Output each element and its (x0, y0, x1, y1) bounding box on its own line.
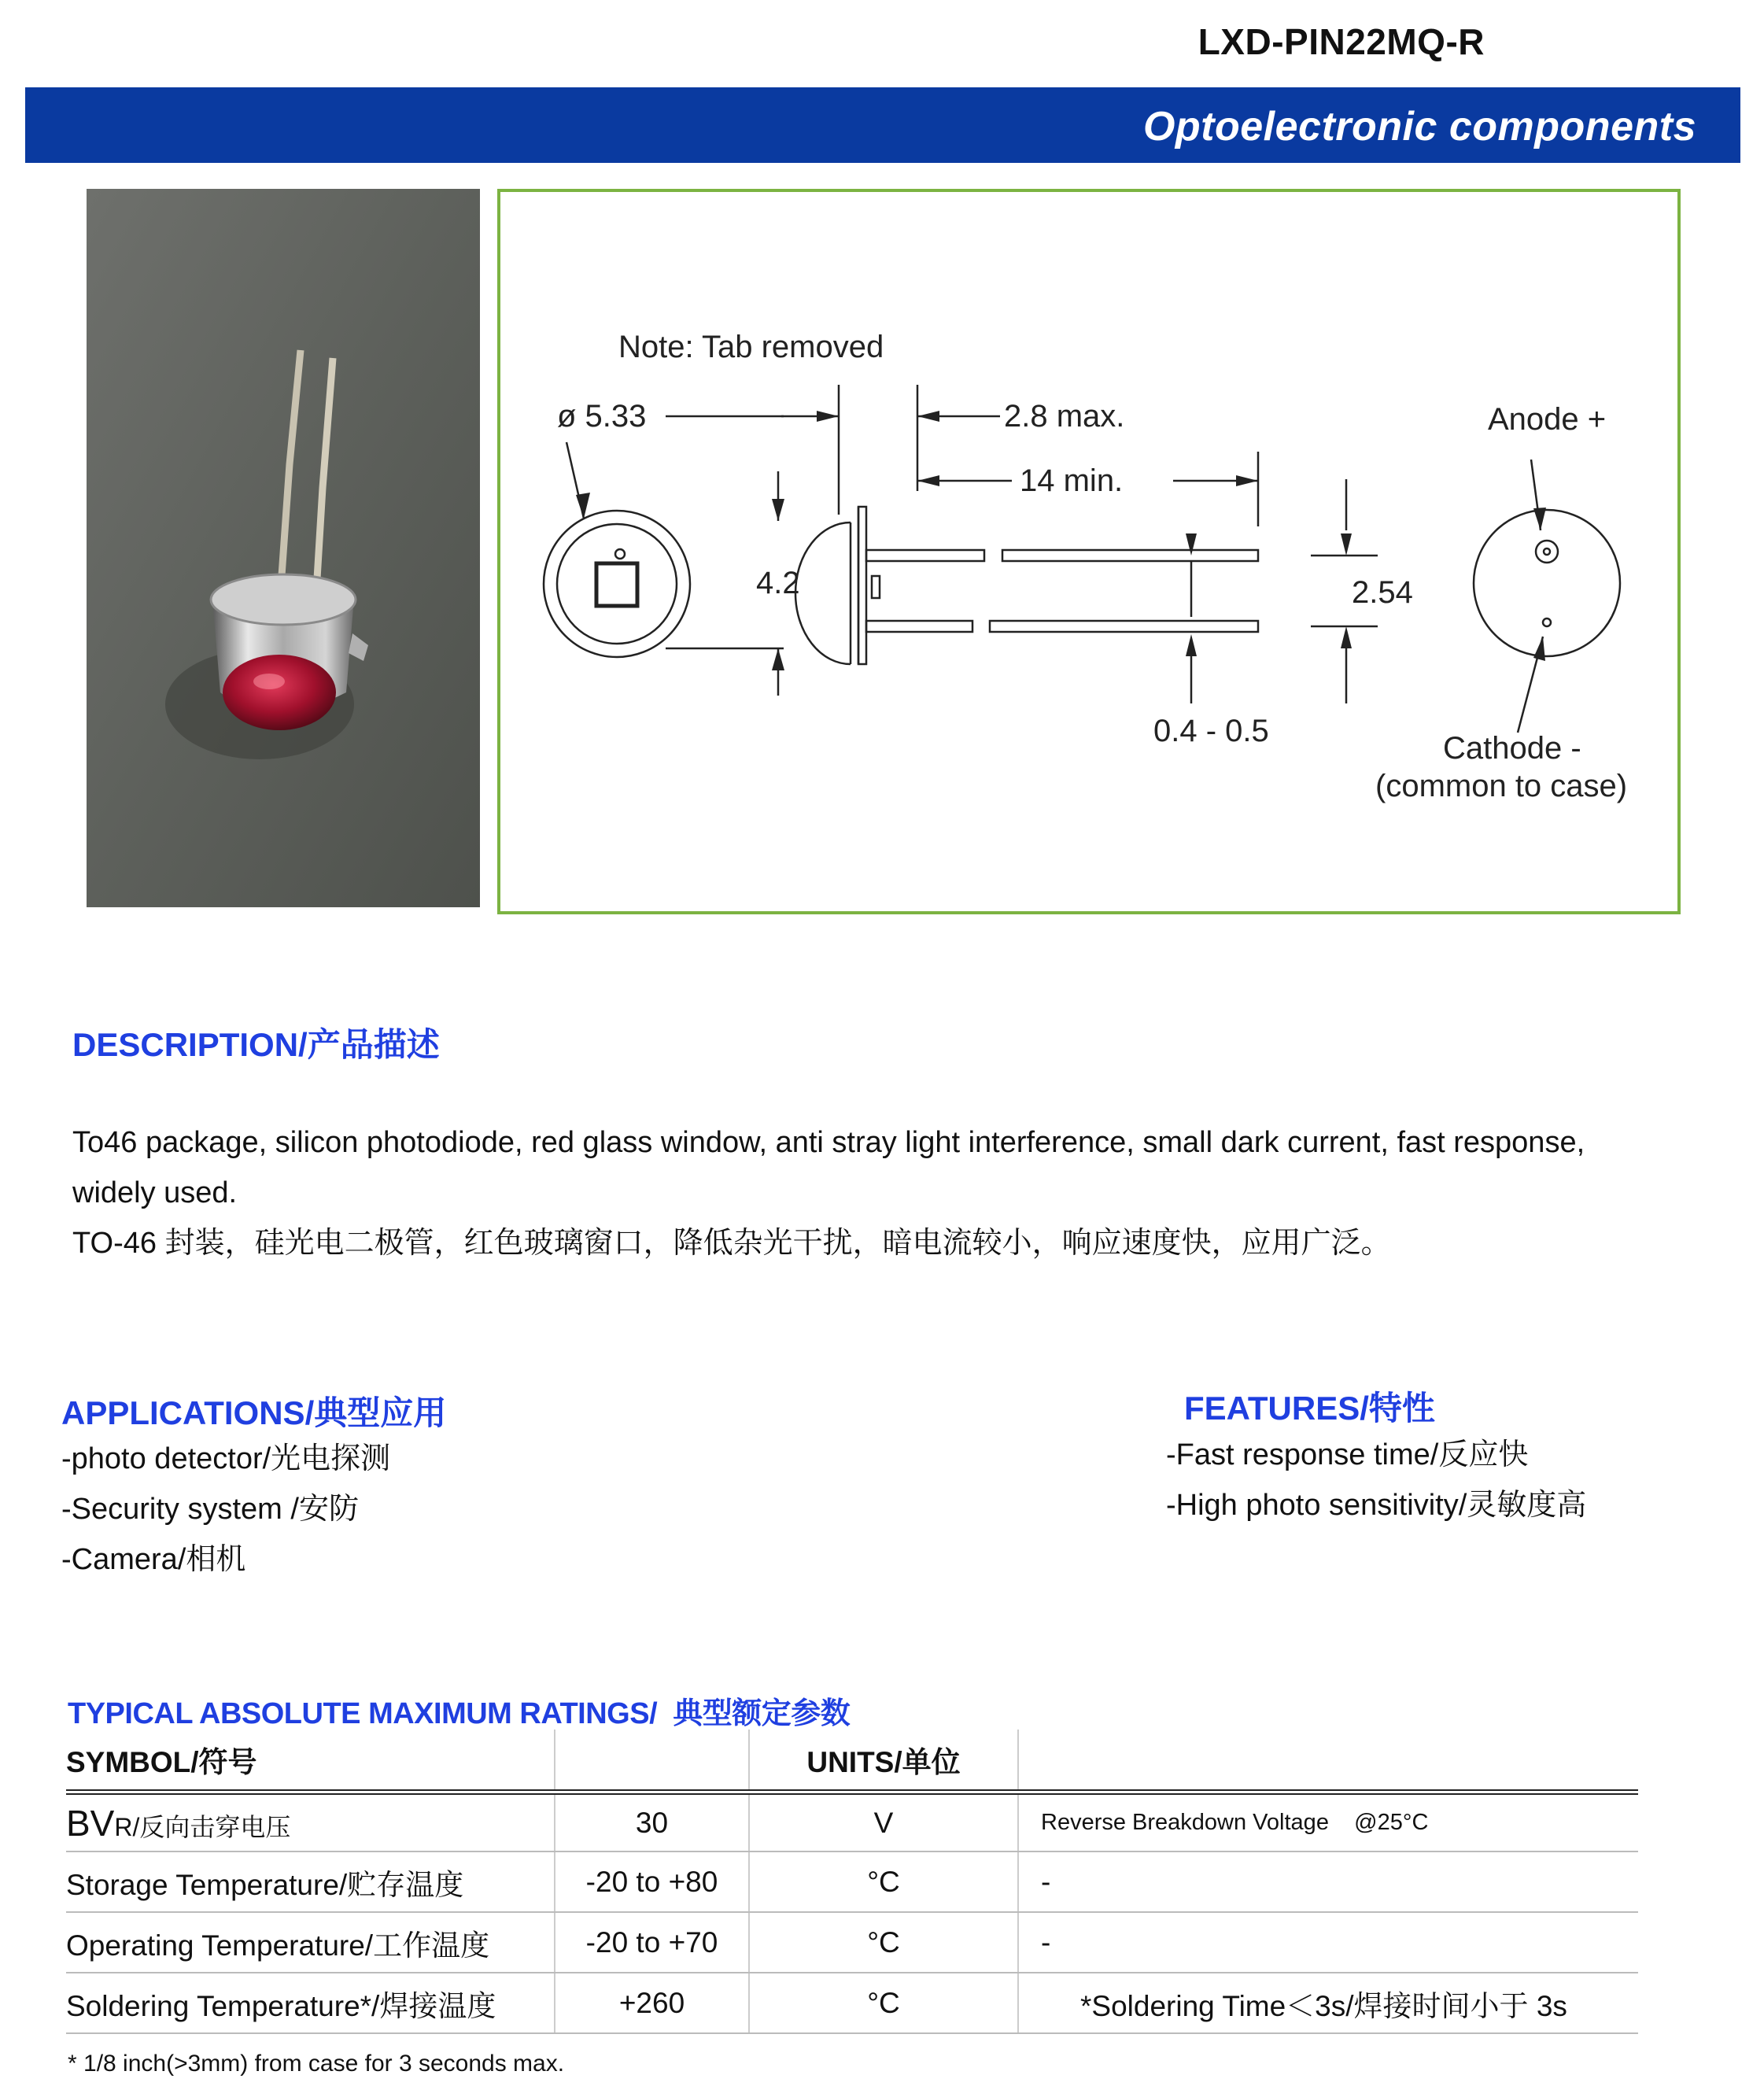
table-row (66, 1792, 1638, 1852)
header-banner (25, 87, 1740, 163)
note-cell: - (1018, 1912, 1638, 1973)
front-view-chip (596, 563, 637, 606)
list-item: -Camera/相机 (61, 1543, 246, 1576)
ratings-table (66, 1730, 1638, 2034)
symbol-sub: R/反向击穿电压 (114, 1812, 291, 1841)
column-header-note (1018, 1730, 1638, 1792)
column-header-value (555, 1730, 749, 1792)
dim-lead-length: 14 min. (1020, 463, 1124, 498)
symbol-cell: Storage Temperature/贮存温度 (66, 1851, 555, 1912)
unit-cell: °C (749, 1973, 1018, 2033)
product-photo (87, 189, 480, 907)
photo-red-window (223, 655, 336, 730)
table-header-row (66, 1730, 1638, 1792)
front-view-inner-circle (557, 524, 677, 644)
dim-lead-diameter: 0.4 - 0.5 (1153, 714, 1269, 748)
note-cell: - (1018, 1851, 1638, 1912)
column-header-symbol: SYMBOL/符号 (66, 1730, 555, 1792)
description-text-cn: TO-46 封装，硅光电二极管，红色玻璃窗口，降低杂光干扰，暗电流较小，响应速度快，应用广泛。 (72, 1227, 1391, 1260)
value-cell: -20 to +80 (555, 1851, 749, 1912)
front-view-outer-circle (544, 511, 690, 657)
note-cell: *Soldering Time＜3s/焊接时间小于 3s (1018, 1973, 1638, 2033)
description-heading: DESCRIPTION/产品描述 (72, 1026, 440, 1063)
dim-lead-spacing: 2.54 (1352, 575, 1413, 610)
description-text-en: To46 package, silicon photodiode, red glass window, anti stray light interference, small dark current, fast response, widely used. (72, 1126, 1585, 1209)
value-cell: -20 to +70 (555, 1912, 749, 1973)
list-item: -Fast response time/反应快 (1166, 1438, 1529, 1471)
list-item: -photo detector/光电探测 (61, 1442, 391, 1475)
footnote: * 1/8 inch(>3mm) from case for 3 seconds max. (68, 2051, 565, 2077)
back-view-circle (1474, 510, 1620, 656)
unit-cell: °C (749, 1851, 1018, 1912)
table-row (66, 1912, 1638, 1973)
symbol-cell (66, 1792, 555, 1852)
value-cell: +260 (555, 1973, 749, 2033)
table-row (66, 1973, 1638, 2033)
part-number: LXD-PIN22MQ-R (1198, 21, 1485, 62)
dim-height: 4.2 (756, 566, 800, 600)
drawing-note: Note: Tab removed (618, 330, 884, 364)
banner-title: Optoelectronic components (1142, 104, 1696, 150)
cathode-note: (common to case) (1375, 769, 1628, 803)
value-cell: 30 (555, 1792, 749, 1852)
unit-cell: V (749, 1792, 1018, 1852)
symbol-main: BV (66, 1802, 115, 1844)
dimension-drawing-frame (497, 189, 1681, 914)
ratings-heading: TYPICAL ABSOLUTE MAXIMUM RATINGS/ 典型额定参数 (68, 1697, 851, 1730)
note-cell: Reverse Breakdown Voltage @25°C (1018, 1792, 1638, 1852)
features-heading: FEATURES/特性 (1184, 1390, 1435, 1427)
unit-cell: °C (749, 1912, 1018, 1973)
applications-heading: APPLICATIONS/典型应用 (61, 1394, 447, 1431)
applications-list (61, 1434, 390, 1585)
list-item: -High photo sensitivity/灵敏度高 (1166, 1489, 1587, 1522)
anode-label: Anode + (1488, 402, 1607, 437)
column-header-units: UNITS/单位 (749, 1730, 1018, 1792)
dimension-drawing (500, 192, 1677, 911)
dim-cap-length: 2.8 max. (1004, 399, 1125, 434)
features-list (1166, 1430, 1586, 1530)
symbol-cell: Operating Temperature/工作温度 (66, 1912, 555, 1973)
table-row (66, 1851, 1638, 1912)
cathode-label: Cathode - (1443, 731, 1581, 766)
list-item: -Security system /安防 (61, 1493, 359, 1526)
symbol-cell: Soldering Temperature*/焊接温度 (66, 1973, 555, 2033)
dim-diameter: ø 5.33 (557, 399, 647, 434)
